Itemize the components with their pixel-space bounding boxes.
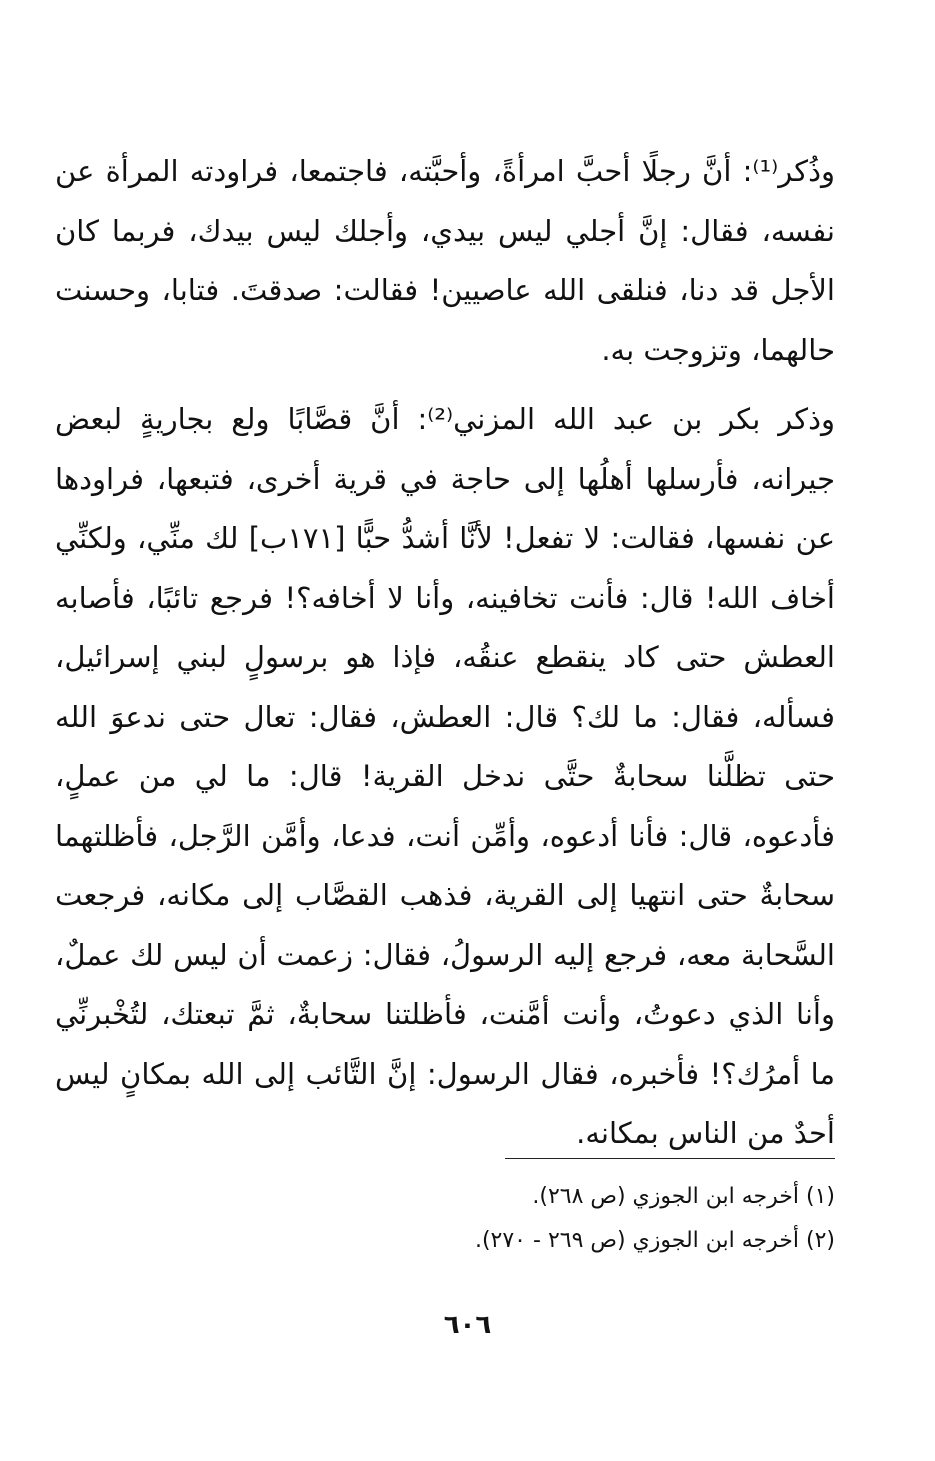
footnote-2: (٢) أخرجه ابن الجوزي (ص ٢٦٩ - ٢٧٠).: [474, 1228, 835, 1253]
footnote-1: (١) أخرجه ابن الجوزي (ص ٢٦٨).: [532, 1184, 835, 1209]
paragraph-1: وذُكر⁽¹⁾: أنَّ رجلًا أحبَّ امرأةً، وأحبَّته، فاجتمعا، فراودته المرأة عن نفسه، فقال: إنَّ أجلي ليس بيدي، وأجلك ليس بيدك، فربما كان الأجل قد دنا، فنلقى الله عاصيين! فقالت: صدقتَ. فتابا، وحسنت حالهما، وتزوجت به.: [55, 154, 835, 367]
main-text: [55, 142, 835, 1164]
footnotes: [475, 1175, 835, 1263]
footnote-separator: [505, 1158, 835, 1159]
page-number: ٦٠٦: [443, 1310, 492, 1340]
paragraph-2: وذكر بكر بن عبد الله المزني⁽²⁾: أنَّ قصَّابًا ولع بجاريةٍ لبعض جيرانه، فأرسلها أهلُها إلى حاجة في قرية أخرى، فتبعها، فراودها عن نفسها، فقالت: لا تفعل! لأنَّا أشدُّ حبًّا [١٧١ب] لك منِّي، ولكنِّي أخاف الله! قال: فأنت تخافينه، وأنا لا أخافه؟! فرجع تائبًا، فأصابه العطش حتى كاد ينقطع عنقُه، فإذا هو برسولٍ لبني إسرائيل، فسأله، فقال: ما لك؟ قال: العطش، فقال: تعال حتى ندعوَ الله حتى تظلَّنا سحابةٌ حتَّى ندخل القرية! قال: ما لي من عملٍ، فأدعوه، قال: فأنا أدعوه، وأمِّن أنت، فدعا، وأمَّن الرَّجل، فأظلتهما سحابةٌ حتى انتهيا إلى القرية، فذهب القصَّاب إلى مكانه، فرجعت السَّحابة معه، فرجع إليه الرسولُ، فقال: زعمت أن ليس لك عملٌ، وأنا الذي دعوتُ، وأنت أمَّنت، فأظلتنا سحابةٌ، ثمَّ تبعتك، لتُخْبرنِّي ما أمرُك؟! فأخبره، فقال الرسول: إنَّ التَّائب إلى الله بمكانٍ ليس أحدٌ من الناس بمكانه.: [55, 402, 836, 1150]
